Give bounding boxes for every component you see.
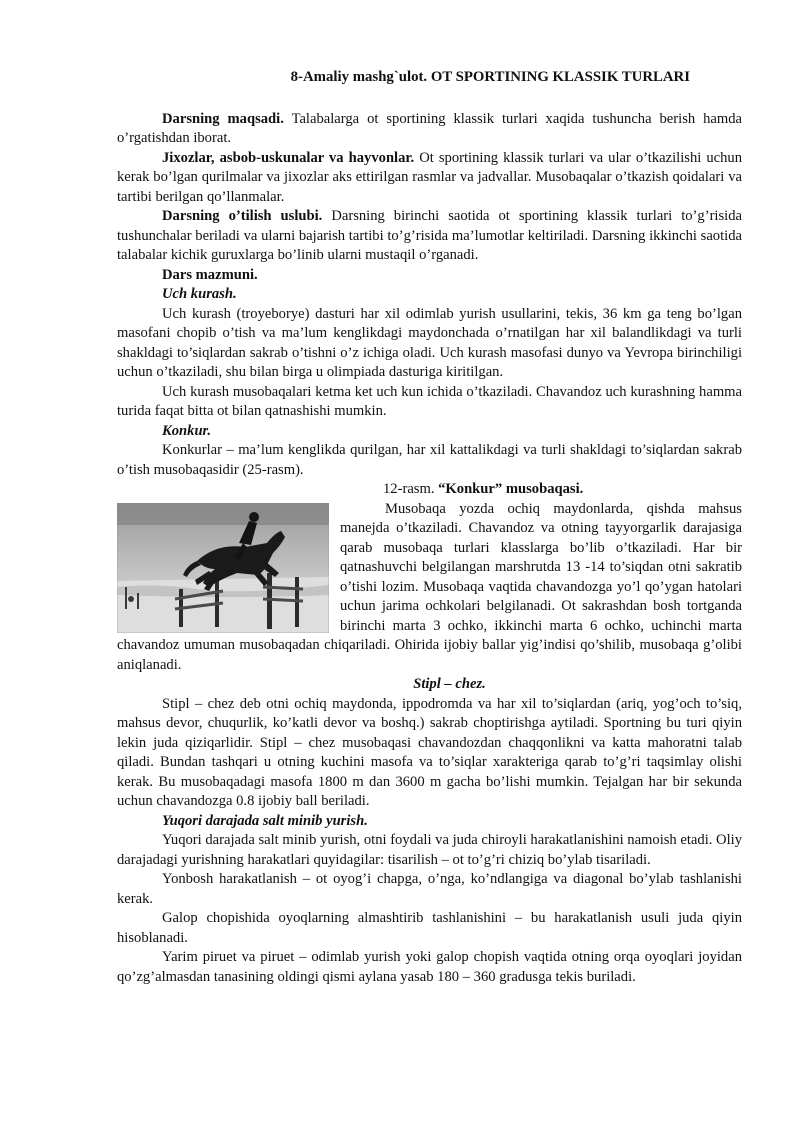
maqsad-text: Talabalarga ot sportining klassik turlari xaqida tushuncha berish hamda o’rgatishdan iborat. bbox=[117, 110, 743, 146]
uslub-paragraph bbox=[117, 207, 742, 266]
stipl-chez-heading: Stipl – chez. bbox=[413, 676, 486, 692]
uch-kurash-heading: Uch kurash. bbox=[162, 286, 237, 302]
figure-caption bbox=[117, 480, 742, 500]
caption-title: “Konkur” musobaqasi. bbox=[438, 481, 584, 497]
uslub-text: Darsning birinchi saotida ot sportining klassik turlari to’g’risida tushunchalar beriladi va ularni bajarish tartibi to’g’risida ma’lumotlar keltiriladi. Darsning ikkinchi saotida talabalar kichik guruxlarga bo’linib ularni mustaqil o’rganadi. bbox=[117, 208, 742, 263]
salt-paragraph-3: Galop chopishida oyoqlarning almashtirib tashlanishini – bu harakatlanish usuli juda qiyin hisoblanadi. bbox=[117, 910, 742, 946]
jixozlar-paragraph bbox=[117, 149, 742, 208]
maqsad-label: Darsning maqsadi. bbox=[162, 110, 284, 127]
document-body bbox=[117, 68, 742, 987]
konkur-heading: Konkur. bbox=[162, 422, 212, 439]
maqsad-paragraph bbox=[117, 110, 742, 149]
jixozlar-text: Ot sportining klassik turlari va ular o’tkazilishi uchun kerak bo’lgan qurilmalar va jixozlar aks ettirilgan rasmlar va jadvallar. Musobaqalar o’tkazish qoidalari va tartibi berilgan qo’llanmalar. bbox=[117, 149, 743, 205]
salt-paragraph-2: Yonbosh harakatlanish – ot oyog’i chapga, o’nga, ko’ndlangiga va diagonal bo’ylab tashlanishi kerak. bbox=[117, 871, 742, 907]
uch-kurash-paragraph-1: Uch kurash (troyeborye) dasturi har xil odimlab yurish usullarini, tekis, 36 km ga teng bo’lgan masofani chopib o’tish va ma’lum kenglikdagi maydonchada o’rnatilgan har xil balandlikdagi va turli shakldagi to’siqlardan sakrab o’tishni o’z ichiga oladi. Uch kurash masofasi dunyo va Yevropa birinchiligi uchun o’tkaziladi, shu bilan birga u olimpiada dasturiga kiritilgan. bbox=[117, 305, 742, 380]
horse-jumping-image bbox=[117, 503, 329, 633]
uch-kurash-paragraph-2: Uch kurash musobaqalari ketma ket uch kun ichida o’tkaziladi. Chavandoz uch kurashning hamma turida faqat bitta ot bilan qatnashishi mumkin. bbox=[117, 383, 742, 419]
salt-paragraph-1: Yuqori darajada salt minib yurish, otni foydali va juda chiroyli harakatlanishini namoish etadi. Oliy darajadagi yurishning harakatlari quyidagilar: tisarilish – ot to’g’ri chiziq bo’ylab tisariladi. bbox=[117, 832, 742, 868]
jixozlar-label: Jixozlar, asbob-uskunalar va hayvonlar. bbox=[162, 149, 415, 166]
salt-minib-heading: Yuqori darajada salt minib yurish. bbox=[162, 812, 368, 829]
konkur-paragraph-2: Musobaqa yozda ochiq maydonlarda, qishda mahsus manejda o’tkaziladi. Chavandoz va otning tayyorgarlik darajasiga qarab musobaqa turlari klasslarga bo’lib o’tkaziladi. Har bir qatnashuvchi belgilangan marshrutda 13 -14 to’siqdan otni sakratib o’tishi lozim. Musobaqa vaqtida chavandozga yo’l qo’ygan hatolari uchun jarima ochkolari belgilanadi. Ot sakrashdan bosh tortganda birinchi marta 3 ochko, ikkinchi marta 6 ochko, uchinchi marta chavandoz umuman musobaqadan chiqariladi. Ohirida ijobiy ballar yig’indisi qo’shilib, musobaqa g’olibi aniqlanadi. bbox=[117, 500, 742, 673]
stipl-chez-paragraph: Stipl – chez deb otni ochiq maydonda, ippodromda va har xil to’siqlardan (ariq, yog’och to’siq, mahsus devor, chuqurlik, ko’katli devor va boshq.) sakrab choptirishga aytiladi. Sportning bu turi qiyin lekin juda qiziqarlidir. Stipl – chez musobaqasi chavandozdan chaqqonlikni va katta mahoratni talab qiladi. Bundan tashqari u otning kuchini masofa va to’siqlar xarakteriga qarab to’g’ri taqsimlay olishi kerak. Bu musobaqadagi masofa 1800 m dan 3600 m gacha bo’lishi mumkin. Tejalgan har bir sekunda uchun chavandozga 0.8 ijobiy ball beriladi. bbox=[117, 695, 742, 809]
uslub-label: Darsning o’tilish uslubi. bbox=[162, 208, 323, 224]
konkur-paragraph-1: Konkurlar – ma’lum kenglikda qurilgan, har xil kattalikdagi va turli shakldagi to’siqlardan sakrab o’tish musobaqasidir (25-rasm). bbox=[117, 442, 742, 478]
caption-prefix: 12-rasm. bbox=[383, 481, 439, 497]
dars-mazmuni-heading: Dars mazmuni. bbox=[162, 266, 258, 283]
show-jumping-photo bbox=[117, 503, 329, 633]
salt-paragraph-4: Yarim piruet va piruet – odimlab yurish yoki galop chopish vaqtida otning orqa oyoqlari joyidan qo’zg’almasdan tanasining oldingi qismi aylana yasab 180 – 360 gradusga tekis buriladi. bbox=[117, 949, 742, 985]
page-title: 8-Amaliy mashg`ulot. OT SPORTINING KLASSIK TURLARI bbox=[290, 69, 690, 85]
